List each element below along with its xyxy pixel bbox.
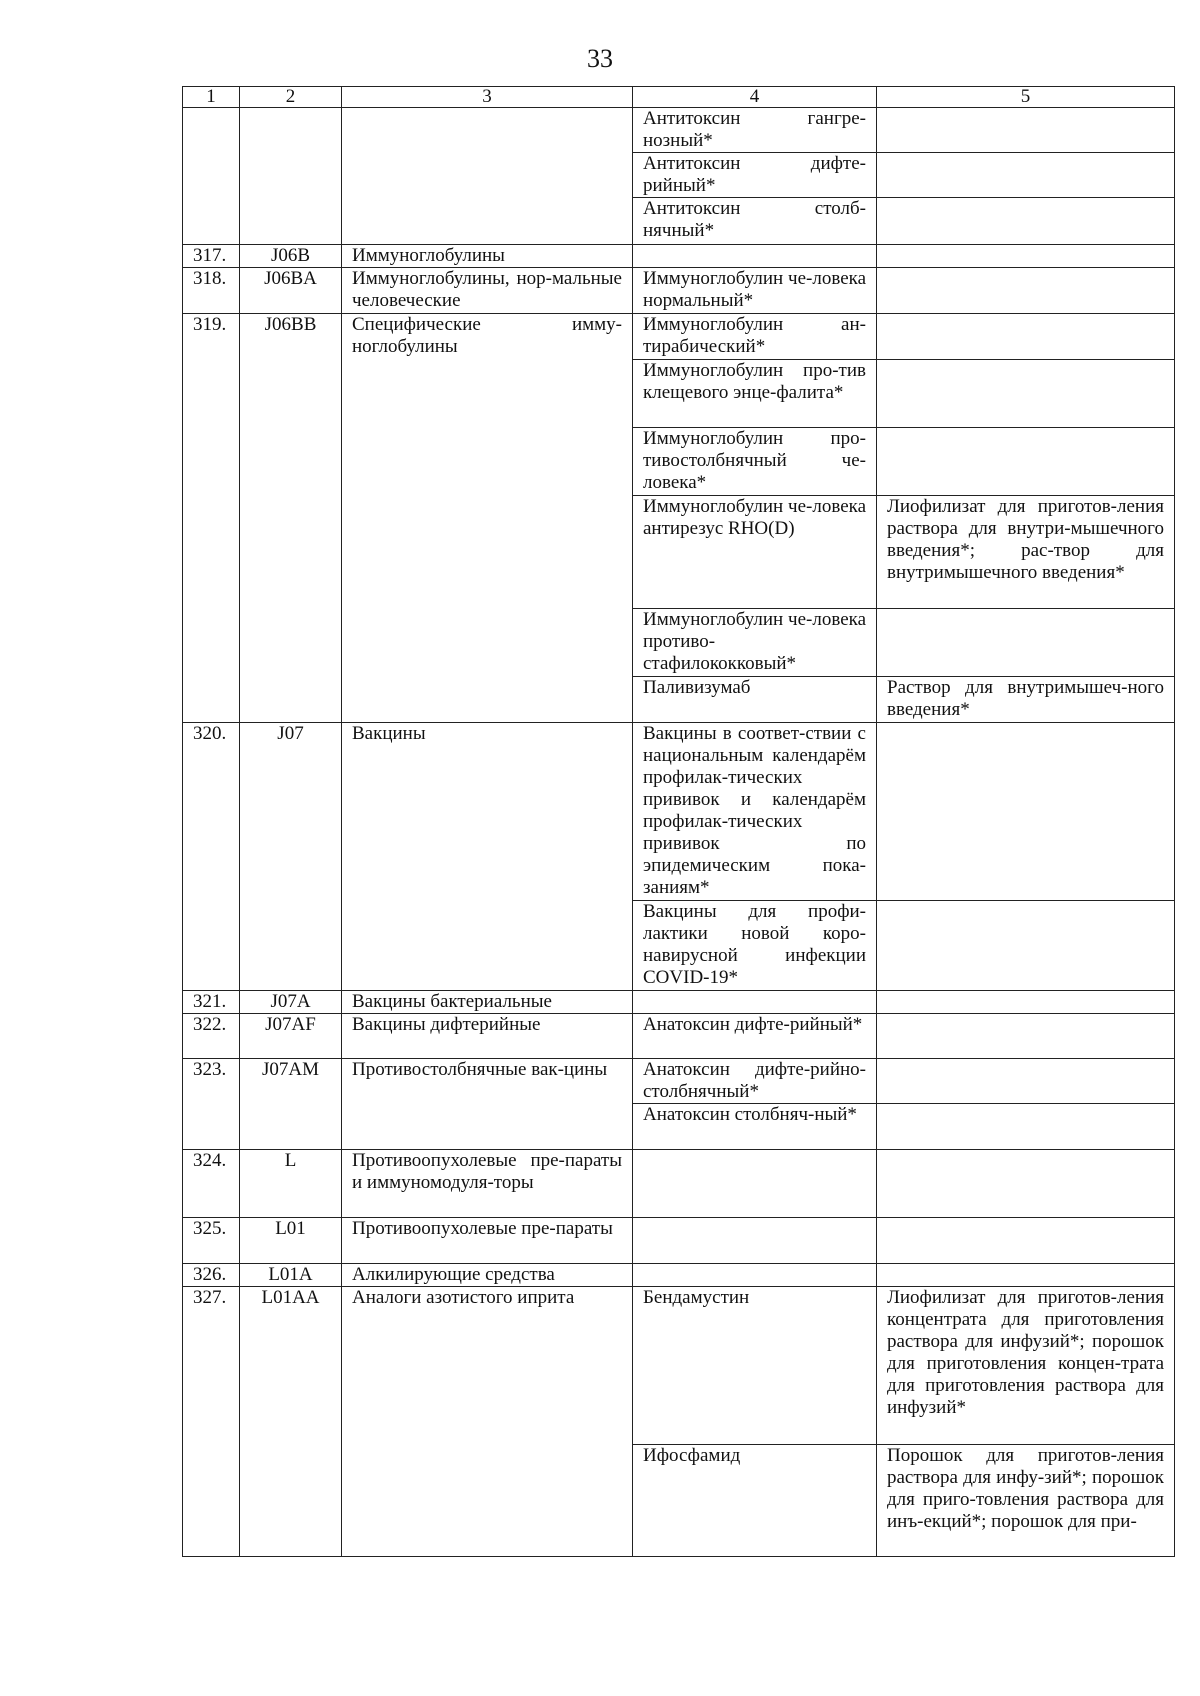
drug-cell: Паливизумаб	[633, 677, 877, 723]
form-cell	[877, 991, 1175, 1014]
form-cell: Лиофилизат для приготов-ления концентрата для приготовления раствора для инфузий*; порошок для приготовления концен-трата для приготовления раствора для инфузий*	[877, 1287, 1175, 1445]
code-cell: J07AM	[240, 1059, 342, 1150]
group-cell: Аналоги азотистого иприта	[342, 1287, 633, 1557]
drug-cell: Антитоксин гангре-нозный*	[633, 108, 877, 153]
header-cell: 5	[877, 87, 1175, 108]
number-cell: 319.	[183, 314, 240, 723]
drug-cell: Антитоксин столб-нячный*	[633, 198, 877, 245]
group-cell: Алкилирующие средства	[342, 1264, 633, 1287]
code-cell: J06B	[240, 245, 342, 268]
drug-cell: Иммуноглобулин про-тивостолбнячный че-ловека*	[633, 428, 877, 496]
header-cell: 4	[633, 87, 877, 108]
table-row	[183, 245, 1175, 268]
form-cell	[877, 1014, 1175, 1059]
form-cell	[877, 901, 1175, 991]
table-row	[183, 991, 1175, 1014]
drug-cell: Анатоксин дифте-рийный*	[633, 1014, 877, 1059]
drug-cell: Иммуноглобулин про-тив клещевого энце-фалита*	[633, 360, 877, 428]
drug-cell	[633, 1218, 877, 1264]
form-cell	[877, 1218, 1175, 1264]
drug-cell: Антитоксин дифте-рийный*	[633, 153, 877, 198]
form-cell	[877, 268, 1175, 314]
form-cell	[877, 108, 1175, 153]
table-row	[183, 314, 1175, 360]
code-cell: J06BA	[240, 268, 342, 314]
drug-cell: Иммуноглобулин че-ловека антирезус RHO(D)	[633, 496, 877, 609]
drug-cell: Иммуноглобулин че-ловека нормальный*	[633, 268, 877, 314]
drug-cell: Ифосфамид	[633, 1445, 877, 1557]
form-cell	[877, 609, 1175, 677]
group-cell: Специфические имму-ноглобулины	[342, 314, 633, 723]
table-row	[183, 723, 1175, 901]
code-cell: J06BB	[240, 314, 342, 723]
form-cell	[877, 1059, 1175, 1104]
drug-cell: Иммуноглобулин ан-тирабический*	[633, 314, 877, 360]
form-cell	[877, 1150, 1175, 1218]
drug-cell	[633, 1264, 877, 1287]
group-cell: Противоопухолевые пре-параты	[342, 1218, 633, 1264]
drug-cell: Вакцины в соответ-ствии с национальным календарём профилак-тических прививок и календарём профилак-тических прививок по эпидемическим пока-заниям*	[633, 723, 877, 901]
group-cell: Вакцины	[342, 723, 633, 991]
number-cell: 317.	[183, 245, 240, 268]
form-cell: Порошок для приготов-ления раствора для инфу-зий*; порошок для приго-товления раствора для инъ-екций*; порошок для при-	[877, 1445, 1175, 1557]
drug-cell: Бендамустин	[633, 1287, 877, 1445]
drug-cell: Иммуноглобулин че-ловека противо-стафилококковый*	[633, 609, 877, 677]
header-row	[183, 87, 1175, 108]
drug-table	[182, 86, 1175, 1557]
number-cell: 321.	[183, 991, 240, 1014]
code-cell	[240, 108, 342, 245]
table-row	[183, 268, 1175, 314]
group-cell: Противоопухолевые пре-параты и иммуномодуля-торы	[342, 1150, 633, 1218]
form-cell	[877, 198, 1175, 245]
number-cell	[183, 108, 240, 245]
form-cell	[877, 314, 1175, 360]
number-cell: 322.	[183, 1014, 240, 1059]
table-row	[183, 1218, 1175, 1264]
form-cell	[877, 723, 1175, 901]
table-row	[183, 1287, 1175, 1445]
table-row	[183, 1059, 1175, 1104]
group-cell	[342, 108, 633, 245]
form-cell: Лиофилизат для приготов-ления раствора для внутри-мышечного введения*; рас-твор для внутримышечного введения*	[877, 496, 1175, 609]
group-cell: Вакцины дифтерийные	[342, 1014, 633, 1059]
table-row	[183, 1014, 1175, 1059]
drug-cell: Вакцины для профи-лактики новой коро-навирусной инфекции COVID-19*	[633, 901, 877, 991]
number-cell: 327.	[183, 1287, 240, 1557]
number-cell: 323.	[183, 1059, 240, 1150]
drug-cell	[633, 991, 877, 1014]
number-cell: 318.	[183, 268, 240, 314]
drug-cell: Анатоксин столбняч-ный*	[633, 1104, 877, 1150]
page-number: 33	[587, 44, 613, 73]
header-cell: 2	[240, 87, 342, 108]
code-cell: J07	[240, 723, 342, 991]
form-cell	[877, 360, 1175, 428]
code-cell: L01A	[240, 1264, 342, 1287]
form-cell	[877, 245, 1175, 268]
form-cell	[877, 1104, 1175, 1150]
header-cell: 3	[342, 87, 633, 108]
header-cell: 1	[183, 87, 240, 108]
group-cell: Противостолбнячные вак-цины	[342, 1059, 633, 1150]
number-cell: 325.	[183, 1218, 240, 1264]
form-cell	[877, 428, 1175, 496]
code-cell: J07A	[240, 991, 342, 1014]
code-cell: L01AA	[240, 1287, 342, 1557]
code-cell: J07AF	[240, 1014, 342, 1059]
group-cell: Иммуноглобулины	[342, 245, 633, 268]
number-cell: 326.	[183, 1264, 240, 1287]
form-cell	[877, 1264, 1175, 1287]
code-cell: L01	[240, 1218, 342, 1264]
table-row	[183, 1150, 1175, 1218]
table-row	[183, 1264, 1175, 1287]
table-row	[183, 108, 1175, 153]
number-cell: 324.	[183, 1150, 240, 1218]
drug-cell: Анатоксин дифте-рийно-столбнячный*	[633, 1059, 877, 1104]
number-cell: 320.	[183, 723, 240, 991]
code-cell: L	[240, 1150, 342, 1218]
drug-cell	[633, 245, 877, 268]
group-cell: Вакцины бактериальные	[342, 991, 633, 1014]
drug-cell	[633, 1150, 877, 1218]
form-cell	[877, 153, 1175, 198]
form-cell: Раствор для внутримышеч-ного введения*	[877, 677, 1175, 723]
group-cell: Иммуноглобулины, нор-мальные человеческие	[342, 268, 633, 314]
